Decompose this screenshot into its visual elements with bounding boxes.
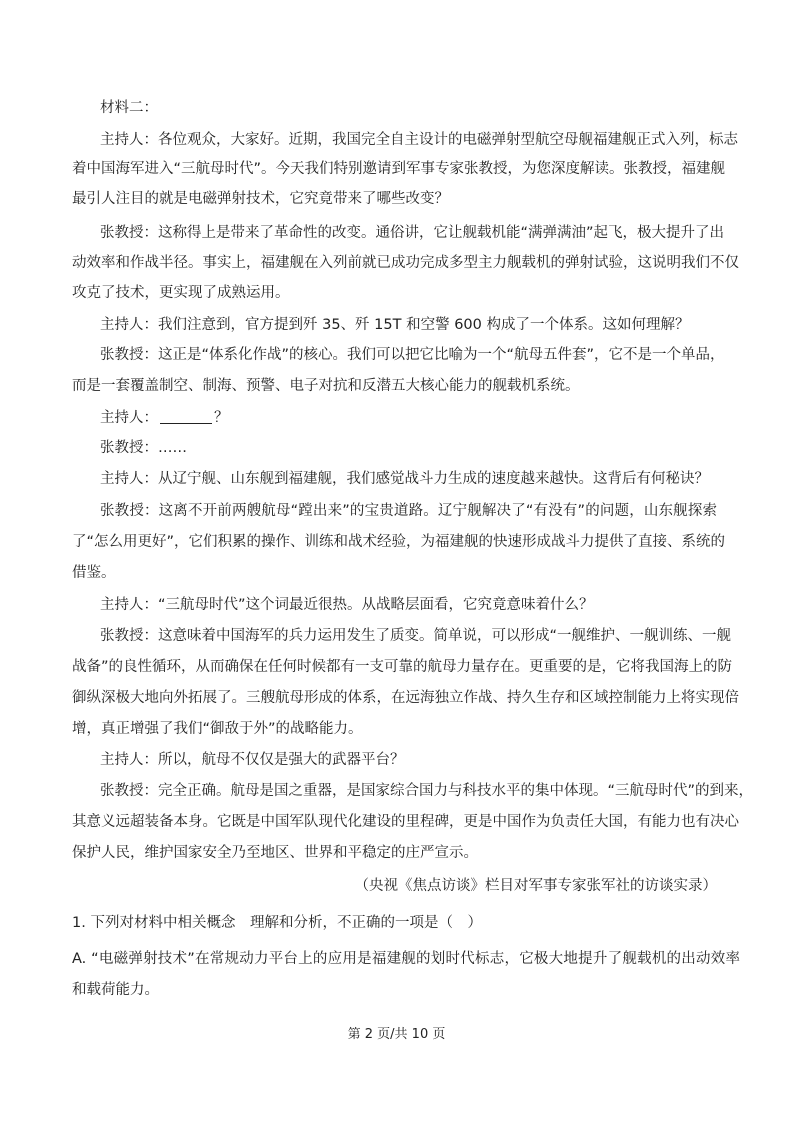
paragraph-line: 增，真正增强了我们“御敌于外”的战略能力。 — [72, 721, 363, 737]
paragraph-line: 攻克了技术，更实现了成熟运用。 — [72, 285, 290, 301]
paragraph-line: 最引人注目的就是电磁弹射技术，它究竟带来了哪些改变？ — [72, 191, 449, 207]
paragraph-line: 主持人：各位观众，大家好。近期，我国完全自主设计的电磁弹射型航空母舰福建舰正式入列，标志 — [100, 132, 738, 148]
page-number: 第 2 页/共 10 页 — [347, 1027, 446, 1042]
paragraph-line: 张教授：完全正确。航母是国之重器，是国家综合国力与科技水平的集中体现。“三航母时代”的到来， — [100, 783, 754, 799]
paragraph-line: 御纵深极大地向外拓展了。三艘航母形成的体系，在远海独立作战、持久生存和区域控制能力上将实现倍 — [72, 690, 739, 706]
host-question-with-blank — [100, 408, 229, 428]
option-a-line: A. “电磁弹射技术”在常规动力平台上的应用是福建舰的划时代标志，它极大地提升了舰载机的出动效率 — [72, 951, 740, 967]
paragraph-line: 动效率和作战半径。事实上，福建舰在入列前就已成功完成多型主力舰载机的弹射试验，这说明我们不仅 — [72, 255, 739, 271]
section-heading: 材料二： — [100, 100, 158, 116]
paragraph-line: 其意义远超装备本身。它既是中国军队现代化建设的里程碑，更是中国作为负责任大国，有能力也有决心 — [72, 814, 739, 830]
answer-blank — [160, 409, 212, 424]
paragraph-line: 主持人：“三航母时代”这个词最近很热。从战略层面看，它究竟意味着什么？ — [100, 597, 594, 613]
paragraph-line: 战备”的良性循环，从而确保在任何时候都有一支可靠的航母力量存在。更重要的是，它将我国海上的防 — [72, 659, 733, 675]
paragraph-line: 借鉴。 — [72, 565, 116, 581]
source-citation: （央视《焦点访谈》栏目对军事专家张军社的访谈实录） — [354, 878, 717, 894]
paragraph-line: 张教授：这意味着中国海军的兵力运用发生了质变。简单说，可以形成“一舰维护、一舰训练、一舰 — [100, 628, 732, 644]
paragraph-line: 主持人：所以，航母不仅仅是强大的武器平台？ — [100, 752, 405, 768]
paragraph-line: 着中国海军进入“三航母时代”。今天我们特别邀请到军事专家张教授，为您深度解读。张教授，福建舰 — [72, 161, 726, 177]
paragraph-line: 张教授：这正是“体系化作战”的核心。我们可以把它比喻为一个“航母五件套”，它不是一个单品， — [100, 347, 725, 363]
blank-suffix: ？ — [214, 410, 229, 426]
paragraph-line: 张教授：…… — [100, 440, 187, 456]
option-a-line: 和载荷能力。 — [72, 982, 159, 998]
paragraph-line: 张教授：这称得上是带来了革命性的改变。通俗讲，它让舰载机能“满弹满油”起飞，极大提升了出 — [100, 225, 725, 241]
paragraph-line: 主持人：我们注意到，官方提到歼 35、歼 15T 和空警 600 构成了一个体系。这如何理解？ — [100, 317, 690, 333]
speaker-label: 主持人： — [100, 410, 158, 426]
paragraph-line: 主持人：从辽宁舰、山东舰到福建舰，我们感觉战斗力生成的速度越来越快。这背后有何秘诀？ — [100, 471, 709, 487]
paragraph-line: 保护人民，维护国家安全乃至地区、世界和平稳定的庄严宣示。 — [72, 845, 478, 861]
paragraph-line: 了“怎么用更好”，它们积累的操作、训练和战术经验，为福建舰的快速形成战斗力提供了直接、系统的 — [72, 534, 726, 550]
paragraph-line: 而是一套覆盖制空、制海、预警、电子对抗和反潜五大核心能力的舰载机系统。 — [72, 378, 580, 394]
question-stem: 1. 下列对材料中相关概念 理解和分析，不正确的一项是（ ） — [72, 915, 482, 931]
paragraph-line: 张教授：这离不开前两艘航母“蹚出来”的宝贵道路。辽宁舰解决了“有没有”的问题，山东舰探索 — [100, 503, 717, 519]
